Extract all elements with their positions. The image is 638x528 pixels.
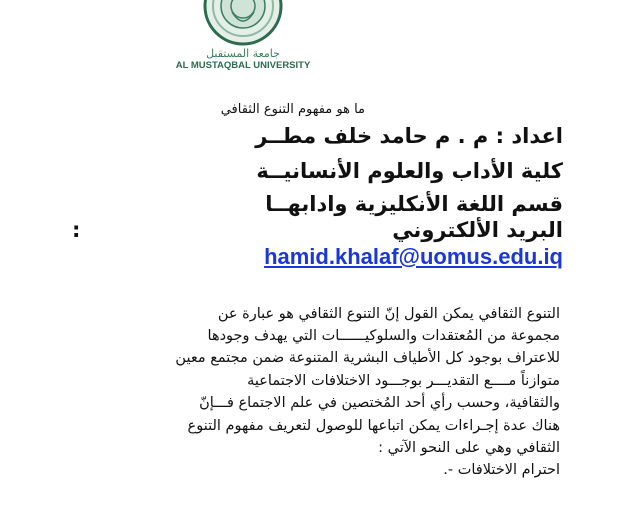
university-name-english: AL MUSTAQBAL UNIVERSITY bbox=[175, 60, 311, 71]
paragraph-line: متوازناً مــــع التقديـــر بوجـــود الاختلافات الاجتماعية bbox=[247, 373, 560, 389]
university-logo bbox=[168, 0, 318, 75]
college-line: كلية الأداب والعلوم الأنسانيــة bbox=[256, 159, 563, 183]
university-seal-icon bbox=[202, 0, 284, 46]
paragraph-line: هناك عدة إجـراءات يمكن اتباعها للوصول لتعريف مفهوم التنوع bbox=[187, 418, 560, 434]
email-link[interactable]: hamid.khalaf@uomus.edu.iq bbox=[264, 244, 563, 269]
paragraph-line: الثقافي وهي على النحو الآتي : bbox=[378, 440, 560, 456]
paragraph-line: مجموعة من المُعتقدات والسلوكيــــــات التي يهدف وجودها bbox=[207, 328, 560, 344]
email-colon: : bbox=[72, 218, 81, 242]
email-label: البريد الألكتروني bbox=[392, 218, 563, 242]
list-item: احترام الاختلافات -. bbox=[443, 462, 560, 478]
department-line: قسم اللغة الأنكليزية وادابهــا bbox=[265, 192, 563, 216]
email-label-row bbox=[72, 218, 563, 242]
paragraph-line: التنوع الثقافي يمكن القول إنّ التنوع الثقافي هو عبارة عن bbox=[217, 306, 560, 322]
author-line: اعداد : م . م حامد خلف مطــر bbox=[255, 124, 563, 148]
document-title: ما هو مفهوم التنوع الثقافي bbox=[220, 102, 365, 117]
paragraph-line: والثقافية، وحسب رأي أحد المُختصين في علم الاجتماع فـــإنّ bbox=[199, 395, 560, 411]
university-name-arabic: جامعة المستقبل bbox=[206, 47, 280, 60]
paragraph-line: للاعتراف بوجود كل الأطياف البشرية المتنوعة ضمن مجتمع معين bbox=[175, 350, 560, 366]
